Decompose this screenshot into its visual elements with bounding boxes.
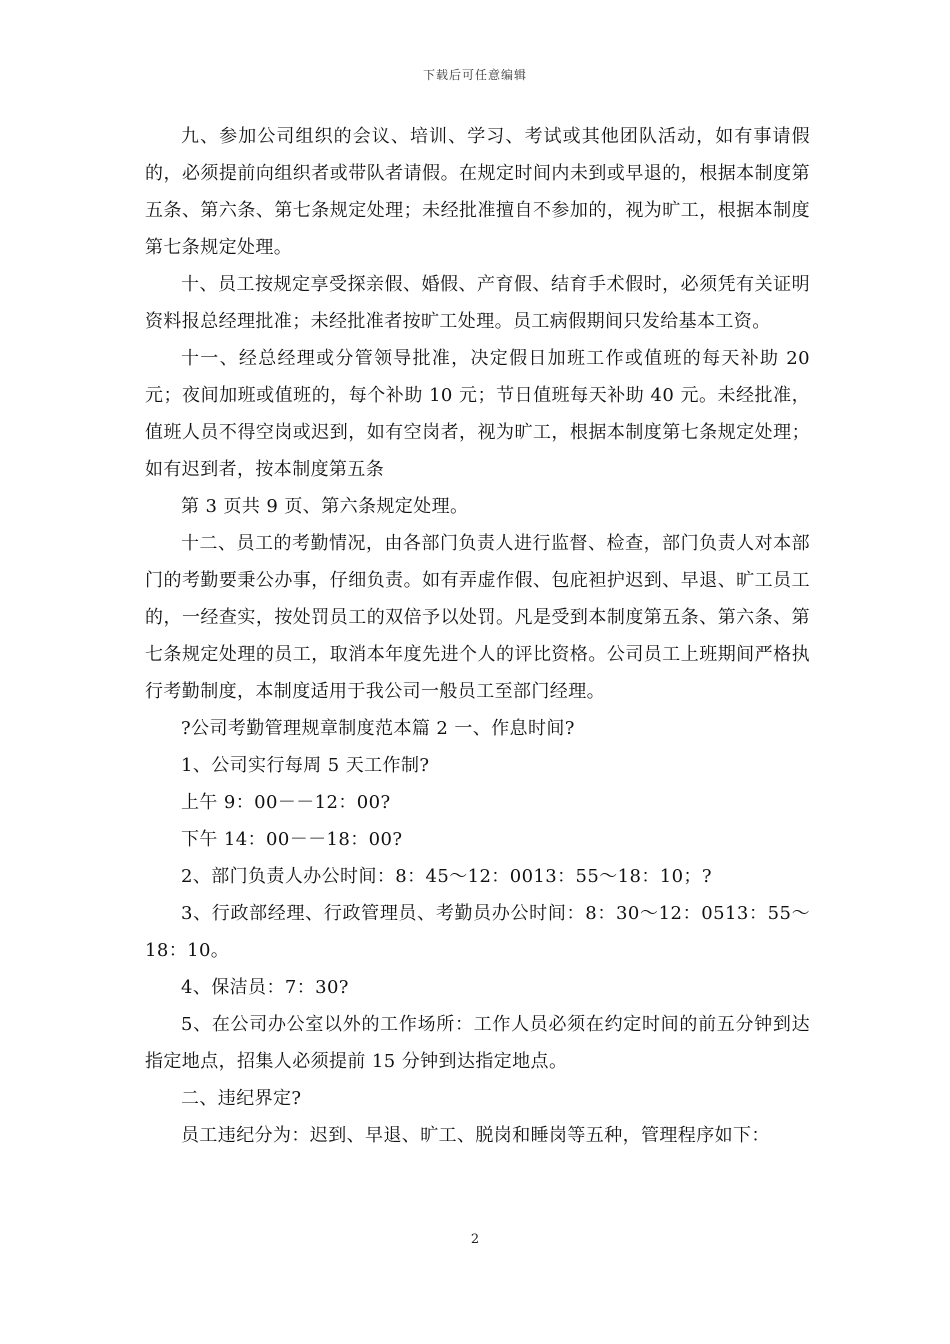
list-item-afternoon-hours: 下午 14：00－－18：00? xyxy=(181,829,403,850)
paragraph-violation-types: 员工违纪分为：迟到、早退、旷工、脱岗和睡岗等五种，管理程序如下： xyxy=(181,1125,770,1146)
paragraph-11: 十一、经总经理或分管领导批准，决定假日加班工作或值班的每天补助 20 元；夜间加班或值班的，每个补助 10 元；节日值班每天补助 40 元。未经批准，值班人员不得空岗或迟到，如有空岗者，视为旷工，根据本制度第七条规定处理；如有迟到者，按本制度第五条 xyxy=(145,348,810,480)
section-heading-worktime: ?公司考勤管理规章制度范本篇 2 一、作息时间? xyxy=(181,718,575,739)
section-heading-violations: 二、违纪界定? xyxy=(181,1088,302,1109)
list-item-morning-hours: 上午 9：00－－12：00? xyxy=(181,792,391,813)
list-item-cleaner-hours: 4、保洁员：7：30? xyxy=(181,977,349,998)
list-item-department-heads-hours: 2、部门负责人办公时间：8：45～12：0013：55～18：10；? xyxy=(181,866,712,887)
page-header: 下载后可任意编辑 xyxy=(422,68,527,82)
document-body xyxy=(145,118,810,1154)
paragraph-10: 十、员工按规定享受探亲假、婚假、产育假、结育手术假时，必须凭有关证明资料报总经理批准；未经批准者按旷工处理。员工病假期间只发给基本工资。 xyxy=(145,274,810,332)
list-item-admin-hours: 3、行政部经理、行政管理员、考勤员办公时间：8：30～12：0513：55～18：10。 xyxy=(145,903,810,961)
paragraph-9: 九、参加公司组织的会议、培训、学习、考试或其他团队活动，如有事请假的，必须提前向组织者或带队者请假。在规定时间内未到或早退的，根据本制度第五条、第六条、第七条规定处理；未经批准擅自不参加的，视为旷工，根据本制度第七条规定处理。 xyxy=(145,126,810,258)
list-item-offsite-rules: 5、在公司办公室以外的工作场所：工作人员必须在约定时间的前五分钟到达指定地点，招集人必须提前 15 分钟到达指定地点。 xyxy=(145,1014,810,1072)
list-item-workweek: 1、公司实行每周 5 天工作制? xyxy=(181,755,430,776)
paragraph-12: 十二、员工的考勤情况，由各部门负责人进行监督、检查，部门负责人对本部门的考勤要秉公办事，仔细负责。如有弄虚作假、包庇袒护迟到、早退、旷工员工的，一经查实，按处罚员工的双倍予以处罚。凡是受到本制度第五条、第六条、第七条规定处理的员工，取消本年度先进个人的评比资格。公司员工上班期间严格执行考勤制度，本制度适用于我公司一般员工至部门经理。 xyxy=(145,533,810,702)
page-number: 2 xyxy=(470,1232,480,1247)
paragraph-11-continued: 第 3 页共 9 页、第六条规定处理。 xyxy=(181,496,469,517)
